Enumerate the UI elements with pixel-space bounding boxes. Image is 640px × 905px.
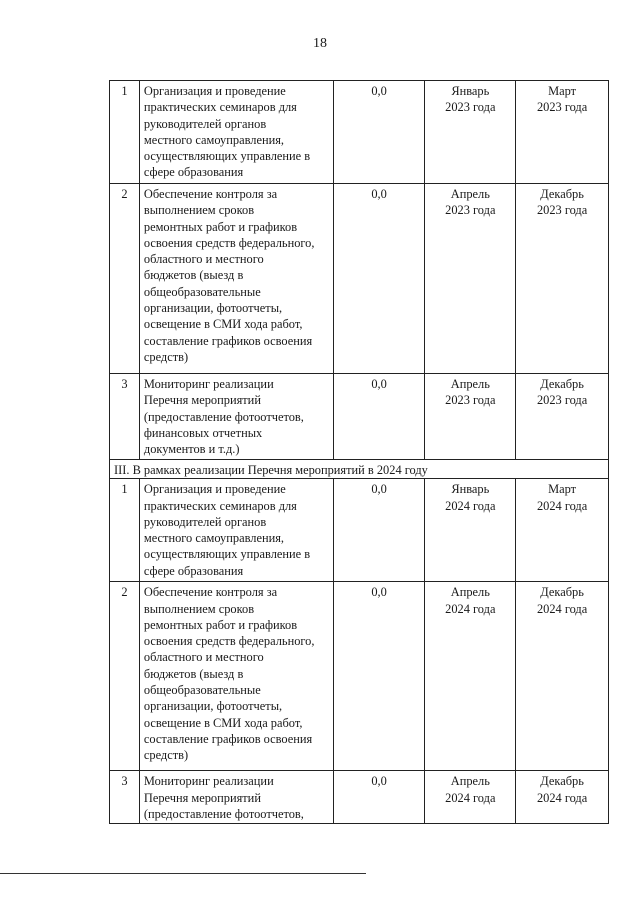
activity-text: Мониторинг реализации Перечня мероприятий (предоставление фотоотчетов, xyxy=(139,771,333,824)
row-number: 1 xyxy=(110,81,140,184)
table-row xyxy=(110,582,609,771)
start-date: Апрель 2023 года xyxy=(425,184,516,374)
end-date: Март 2024 года xyxy=(516,479,609,582)
table-row xyxy=(110,81,609,184)
row-number: 1 xyxy=(110,479,140,582)
activities-table xyxy=(109,80,609,824)
activity-text: Обеспечение контроля за выполнением сроков ремонтных работ и графиков освоения средств федерального, областного и местного бюджетов (выезд в общеобразовательные организации, фотоотчеты, освещение в СМИ хода работ, составление графиков освоения средств) xyxy=(139,582,333,771)
end-date: Декабрь 2023 года xyxy=(516,374,609,460)
row-number: 2 xyxy=(110,582,140,771)
funding-amount: 0,0 xyxy=(333,184,425,374)
table-row xyxy=(110,374,609,460)
activity-text: Организация и проведение практических семинаров для руководителей органов местного самоуправления, осуществляющих управление в сфере образования xyxy=(139,479,333,582)
funding-amount: 0,0 xyxy=(333,582,425,771)
table-row xyxy=(110,479,609,582)
start-date: Апрель 2023 года xyxy=(425,374,516,460)
end-date: Декабрь 2024 года xyxy=(516,771,609,824)
row-number: 2 xyxy=(110,184,140,374)
row-number: 3 xyxy=(110,374,140,460)
funding-amount: 0,0 xyxy=(333,479,425,582)
funding-amount: 0,0 xyxy=(333,81,425,184)
activity-text: Обеспечение контроля за выполнением сроков ремонтных работ и графиков освоения средств федерального, областного и местного бюджетов (выезд в общеобразовательные организации, фотоотчеты, освещение в СМИ хода работ, составление графиков освоения средств) xyxy=(139,184,333,374)
table-row xyxy=(110,184,609,374)
start-date: Апрель 2024 года xyxy=(425,582,516,771)
funding-amount: 0,0 xyxy=(333,374,425,460)
start-date: Январь 2024 года xyxy=(425,479,516,582)
end-date: Декабрь 2023 года xyxy=(516,184,609,374)
start-date: Январь 2023 года xyxy=(425,81,516,184)
activity-text: Организация и проведение практических семинаров для руководителей органов местного самоуправления, осуществляющих управление в сфере образования xyxy=(139,81,333,184)
activities-table-body xyxy=(110,81,609,824)
table-row xyxy=(110,771,609,824)
activity-text: Мониторинг реализации Перечня мероприятий (предоставление фотоотчетов, финансовых отчетных документов и т.д.) xyxy=(139,374,333,460)
end-date: Декабрь 2024 года xyxy=(516,582,609,771)
end-date: Март 2023 года xyxy=(516,81,609,184)
start-date: Апрель 2024 года xyxy=(425,771,516,824)
row-number: 3 xyxy=(110,771,140,824)
page-number: 18 xyxy=(313,36,327,51)
footnote-separator xyxy=(0,873,366,874)
section-row xyxy=(110,460,609,479)
funding-amount: 0,0 xyxy=(333,771,425,824)
section-heading: III. В рамках реализации Перечня мероприятий в 2024 году xyxy=(110,460,609,479)
